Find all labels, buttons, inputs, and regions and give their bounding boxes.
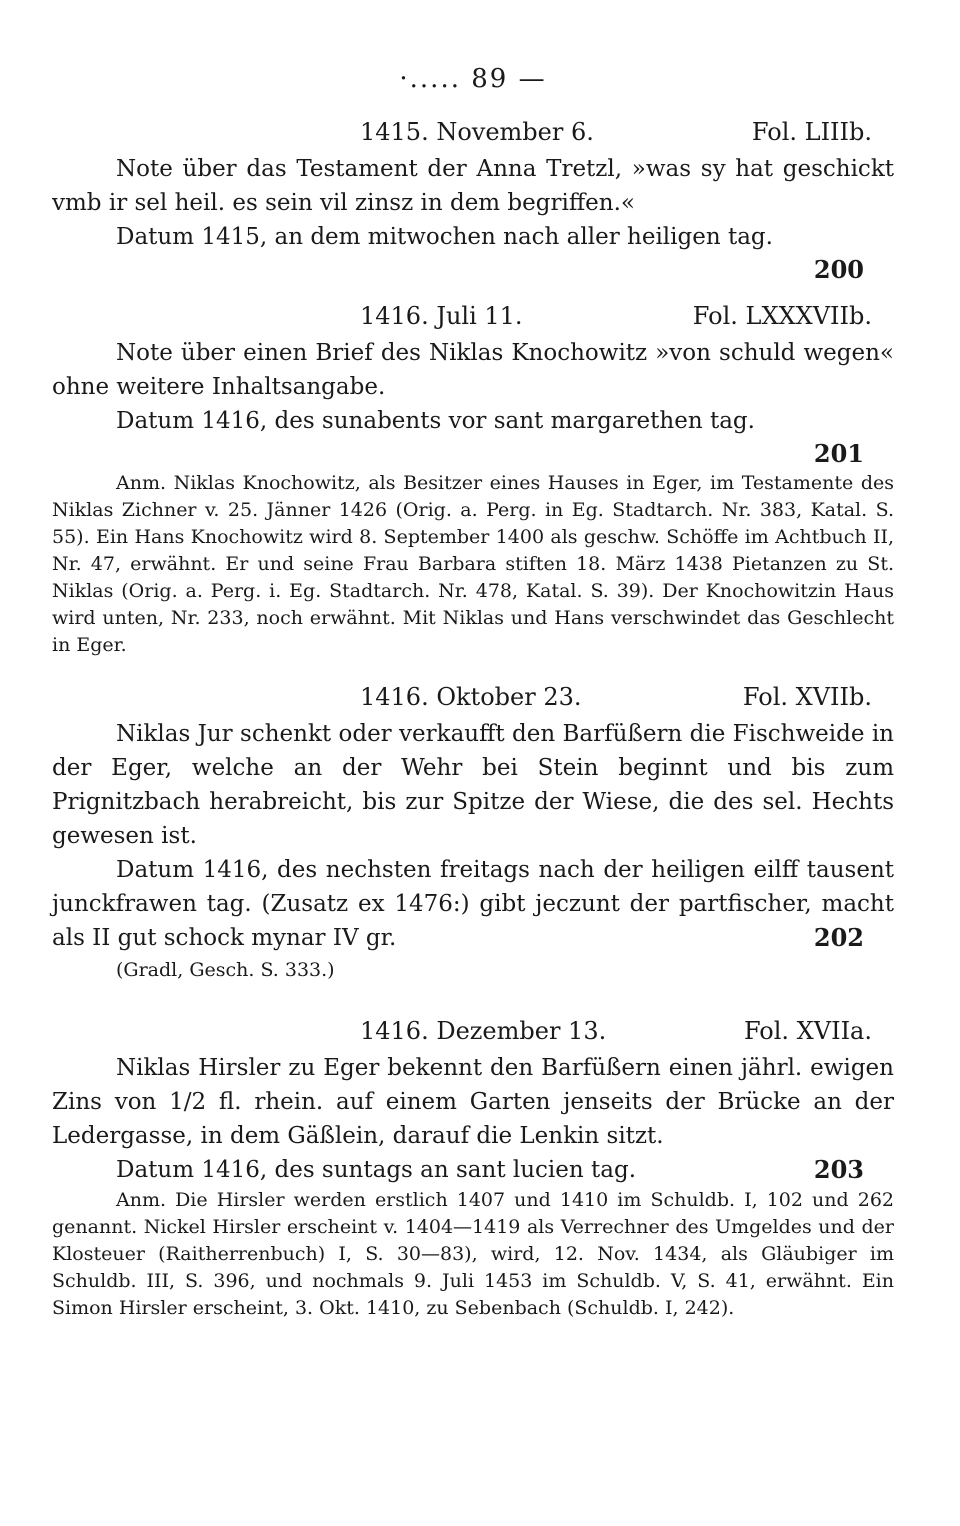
entry-number: 201 (813, 439, 864, 468)
entry-note: Anm. Niklas Knochowitz, als Besitzer eines Hauses in Eger, im Testamente des Niklas Zichner v. 25. Jänner 1426 (Orig. a. Perg. in Eg. Stadtarch. Nr. 383, Katal. S. 55). Ein Hans Knochowitz wird 8. September 1400 als geschw. Schöffe im Achtbuch II, Nr. 47, erwähnt. Er und seine Frau Barbara stiften 18. März 1438 Pietanzen zu St. Niklas (Orig. a. Perg. i. Eg. Stadtarch. Nr. 478, Katal. S. 39). Der Knochowitzin Haus wird unten, Nr. 233, noch erwähnt. Mit Niklas und Hans verschwindet das Geschlecht in Eger. (52, 472, 894, 656)
entry-dating-text: Datum 1416, des nechsten freitags nach der heiligen eilff tausent junckfrawen tag. (Zusatz ex 1476:) gibt jeczunt der partfischer, macht als II gut schock mynar IV gr. (52, 857, 894, 951)
entry-dating (52, 853, 894, 955)
entry-body: Note über das Testament der Anna Tretzl, »was sy hat geschickt vmb ir sel heil. es sein vil zinsz in dem begriffen.« (52, 156, 894, 216)
entry-folio: Fol. XVIIa. (743, 1017, 872, 1045)
document-page (52, 56, 894, 1322)
entry-header (52, 1011, 894, 1051)
entry-dating-text: Datum 1416, des suntags an sant lucien tag. (116, 1157, 637, 1183)
entry-dating (52, 1153, 894, 1187)
entry-body: Note über einen Brief des Niklas Knochowitz »von schuld wegen« ohne weitere Inhaltsangabe. (52, 340, 894, 400)
entry-date: 1416. Juli 11. (360, 302, 523, 330)
entry-body: Niklas Jur schenkt oder verkaufft den Barfüßern die Fischweide in der Eger, welche an der Wehr bei Stein beginnt und bis zum Prignitzbach herabreicht, bis zur Spitze der Wiese, die des sel. Hechts gewesen ist. (52, 721, 894, 849)
entry-folio: Fol. LXXXVIIb. (692, 302, 872, 330)
entry-200 (52, 112, 894, 286)
entry-header (52, 112, 894, 152)
entry-number: 202 (813, 923, 864, 952)
entry-date: 1415. November 6. (360, 118, 594, 146)
entry-note: Anm. Die Hirsler werden erstlich 1407 und 1410 im Schuldb. I, 102 und 262 genannt. Nickel Hirsler erscheint v. 1404—1419 als Verrechner des Umgeldes und der Klosteuer (Raitherrenbuch) I, S. 30—83), wird, 12. Nov. 1434, als Gläubiger im Schuldb. III, S. 396, und nochmals 9. Juli 1453 im Schuldb. V, S. 41, erwähnt. Ein Simon Hirsler erscheint, 3. Okt. 1410, zu Sebenbach (Schuldb. I, 242). (52, 1189, 894, 1319)
entry-source: (Gradl, Gesch. S. 333.) (116, 959, 335, 981)
entry-203 (52, 1011, 894, 1322)
entry-header (52, 677, 894, 717)
entry-date: 1416. Dezember 13. (360, 1017, 607, 1045)
entry-201 (52, 296, 894, 659)
entry-folio: Fol. LIIIb. (751, 118, 872, 146)
page-number: ·..... 89 — (399, 64, 547, 94)
entry-number: 203 (813, 1155, 864, 1184)
entry-202 (52, 677, 894, 985)
entry-dating: Datum 1416, des sunabents vor sant margarethen tag. (116, 408, 755, 434)
entry-header (52, 296, 894, 336)
entry-number: 200 (813, 255, 864, 284)
entry-date: 1416. Oktober 23. (360, 683, 582, 711)
entry-dating: Datum 1415, an dem mitwochen nach aller heiligen tag. (116, 224, 773, 250)
entry-folio: Fol. XVIIb. (742, 683, 872, 711)
entry-body: Niklas Hirsler zu Eger bekennt den Barfüßern einen jährl. ewigen Zins von 1/2 fl. rhein. auf einem Garten jenseits der Brücke an der Ledergasse, in dem Gäßlein, darauf die Lenkin sitzt. (52, 1055, 894, 1149)
